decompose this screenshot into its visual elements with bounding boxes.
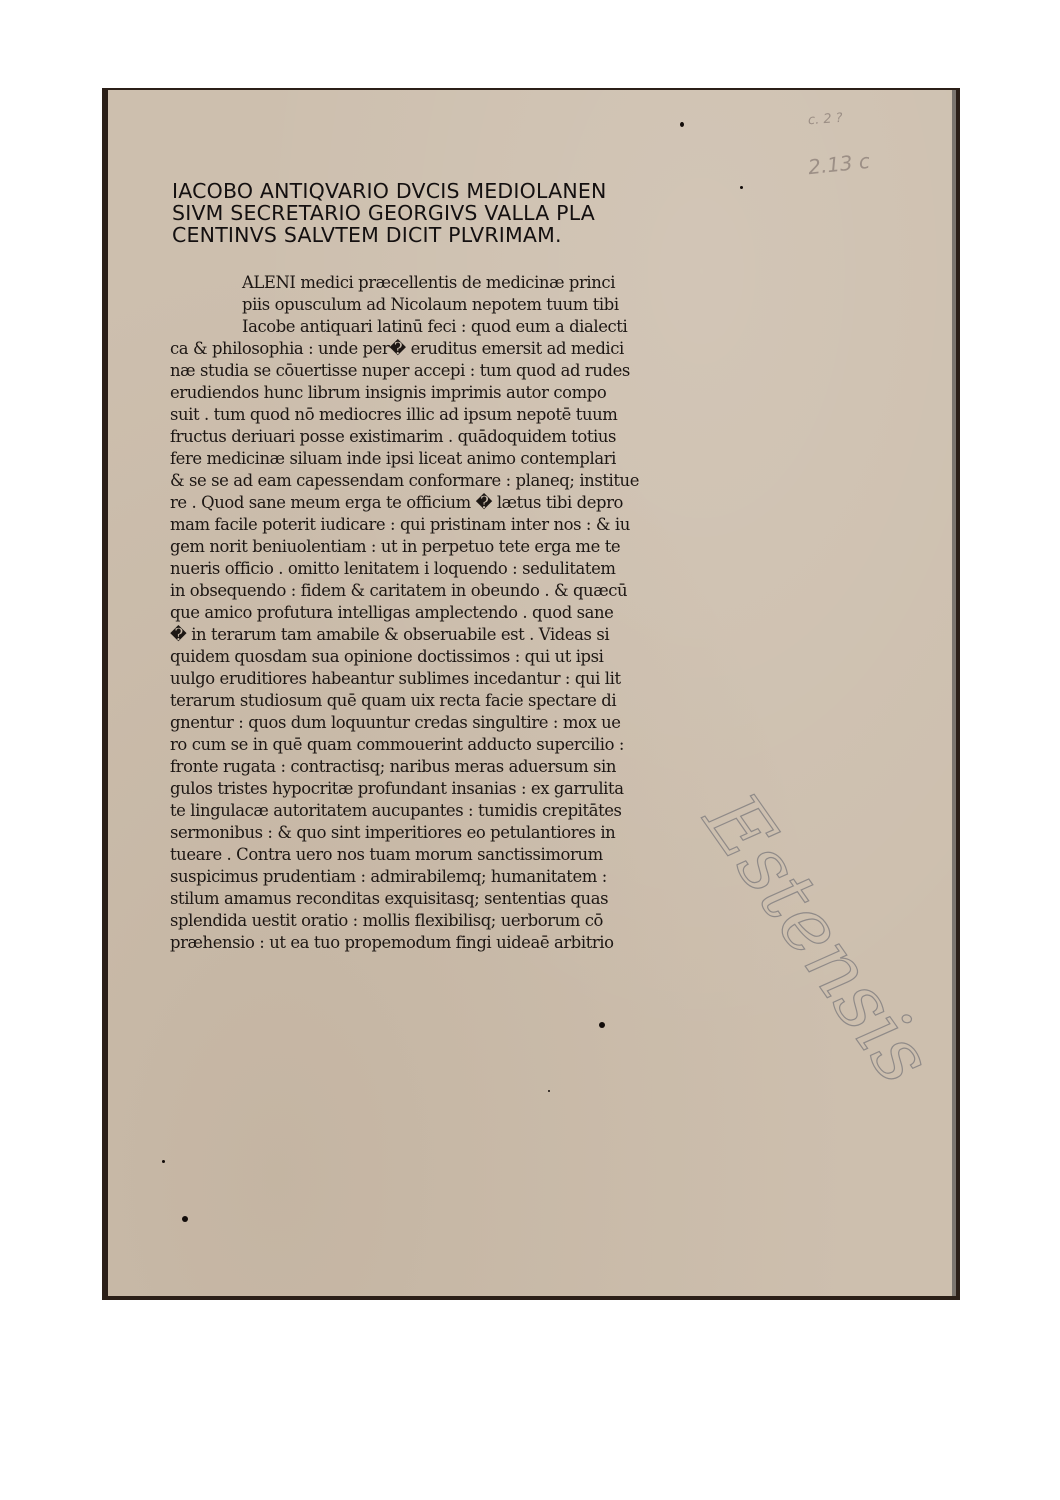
text-line: suspicimus prudentiam : admirabilemq; humanitatem : [170,867,607,886]
text-line: piis opusculum ad Nicolaum nepotem tuum tibi [242,295,619,314]
pencil-note-shelfmark: 2.13 c [806,148,871,180]
text-line: Iacobe antiquari latinū feci : quod eum a dialecti [242,317,628,336]
heading-line: IACOBO ANTIQVARIO DVCIS MEDIOLANEN [172,179,607,203]
text-line: in obsequendo : fidem & caritatem in obeundo . & quæcū [170,581,628,600]
scanned-page-frame [102,88,960,1300]
text-line: gnentur : quos dum loquuntur credas singultire : mox ue [170,713,621,732]
heading-line: SIVM SECRETARIO GEORGIVS VALLA PLA [172,201,596,225]
text-line: tueare . Contra uero nos tuam morum sanctissimorum [170,845,603,864]
text-line: præhensio : ut ea tuo propemodum fingi uideaē arbitrio [170,933,614,952]
text-line: suit . tum quod nō mediocres illic ad ipsum nepotē tuum [170,405,618,424]
text-line: � in terarum tam amabile & obseruabile est . Videas si [170,625,610,644]
text-line: splendida uestit oratio : mollis flexibilisq; uerborum cō [170,911,603,930]
text-line: uulgo eruditiores habeantur sublimes incedantur : qui lit [170,669,621,688]
ink-speck [680,122,684,127]
text-line: ALENI medici præcellentis de medicinæ princi [242,273,616,292]
dedication-heading [172,180,732,246]
text-line: re . Quod sane meum erga te officium � lætus tibi depro [170,493,624,512]
text-line: mam facile poterit iudicare : qui pristinam inter nos : & iu [170,515,630,534]
text-line: & se se ad eam capessendam conformare : planeq; institue [170,471,640,490]
text-line: fere medicinæ siluam inde ipsi liceat animo contemplari [170,449,616,468]
text-line: ca & philosophia : unde per� eruditus emersit ad medici [170,339,624,358]
text-line: stilum amamus reconditas exquisitasq; sententias quas [170,889,609,908]
body-text [170,272,730,954]
page-edge [952,90,956,1296]
text-line: fructus deriuari posse existimarim . quādoquidem totius [170,427,617,446]
text-line: te lingulacæ autoritatem aucupantes : tumidis crepitātes [170,801,622,820]
ink-speck [548,1090,550,1092]
text-line: erudiendos hunc librum insignis imprimis autor compo [170,383,607,402]
text-line: quidem quosdam sua opinione doctissimos : qui ut ipsi [170,647,604,666]
ink-speck [182,1216,188,1222]
text-line: gulos tristes hypocritæ profundant insanias : ex garrulita [170,779,624,798]
heading-line: CENTINVS SALVTEM DICIT PLVRIMAM. [172,223,562,247]
text-line: nueris officio . omitto lenitatem i loquendo : sedulitatem [170,559,616,578]
page-parchment [108,90,956,1296]
ink-speck [162,1160,165,1163]
text-line: næ studia se cōuertisse nuper accepi : tum quod ad rudes [170,361,630,380]
text-line: ro cum se in quē quam commouerint adducto supercilio : [170,735,625,754]
text-line: gem norit beniuolentiam : ut in perpetuo tete erga me te [170,537,621,556]
pencil-note-top: c. 2 ? [807,110,844,129]
text-line: fronte rugata : contractisq; naribus meras aduersum sin [170,757,617,776]
ink-speck [599,1022,605,1028]
text-line: sermonibus : & quo sint imperitiores eo petulantiores in [170,823,616,842]
ink-speck [740,186,743,189]
watermark-text: Estensis [686,778,950,1100]
text-line: que amico profutura intelligas amplectendo . quod sane [170,603,614,622]
text-line: terarum studiosum quē quam uix recta facie spectare di [170,691,617,710]
